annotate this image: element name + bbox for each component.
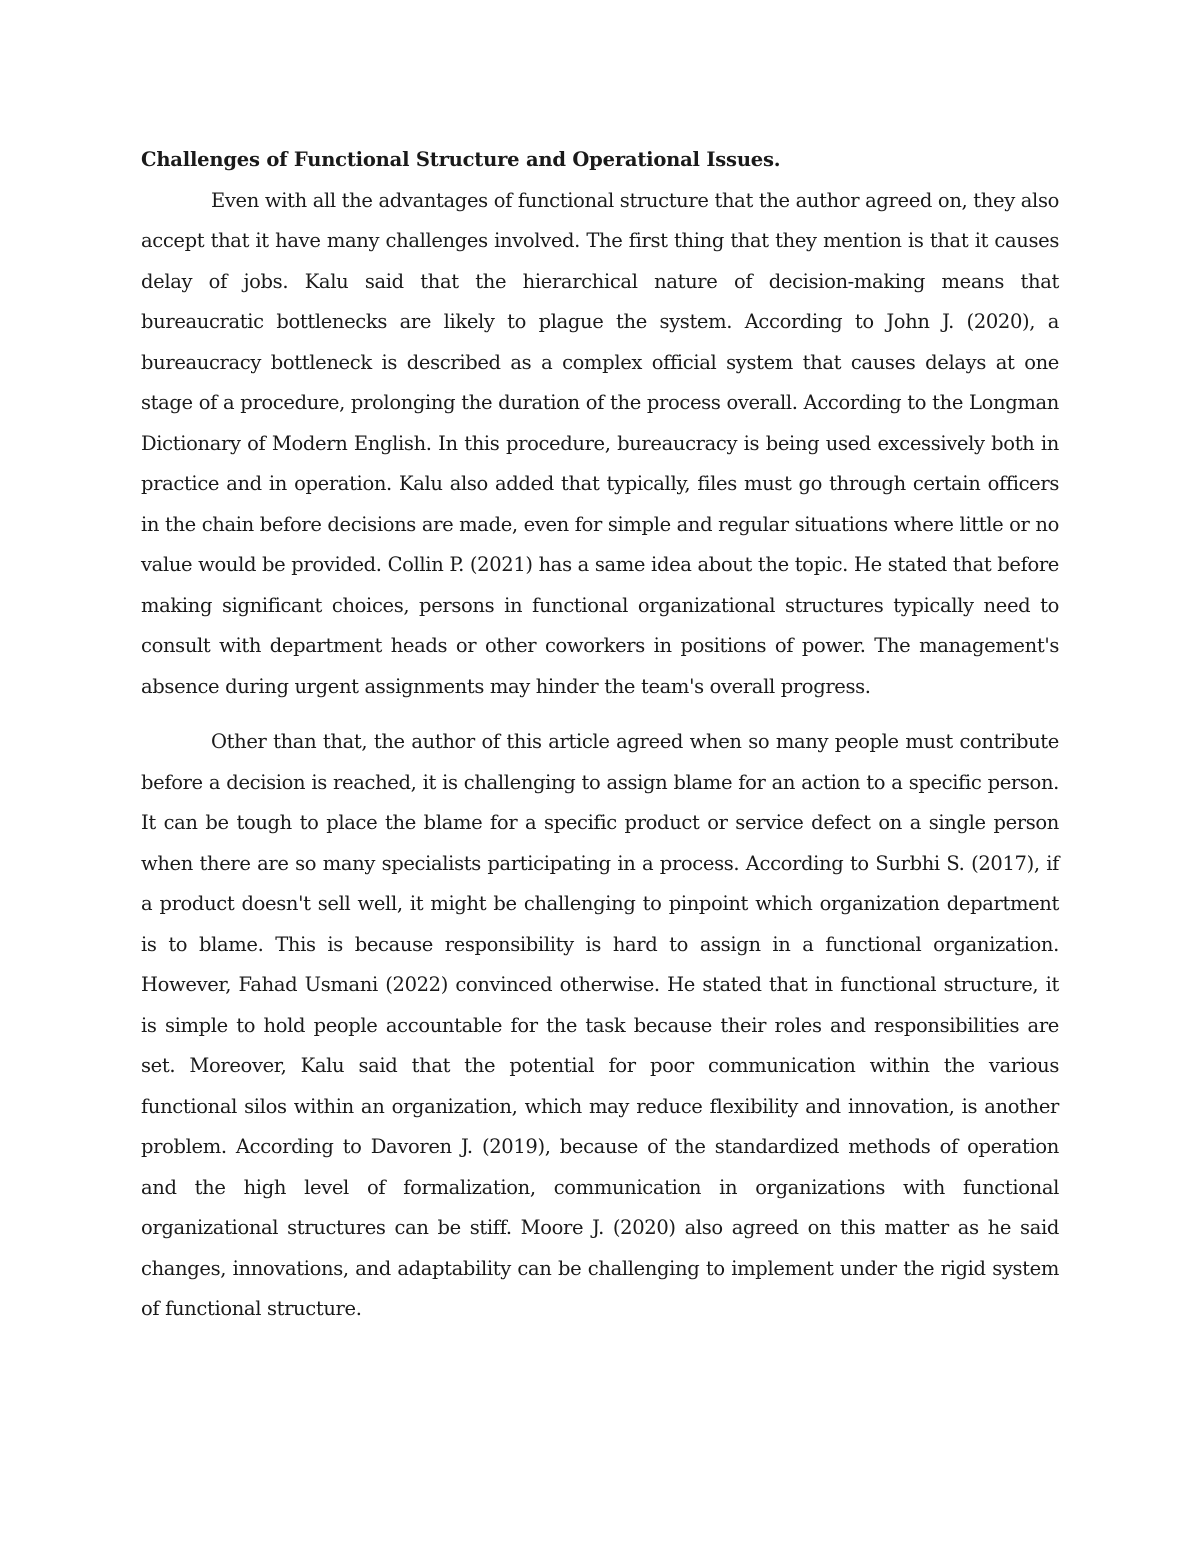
- paragraph-2: Other than that, the author of this article agreed when so many people must contribute before a decision is reached, it is challenging to assign blame for an action to a specific person. It can be tough to place the blame for a specific product or service defect on a single person when there are so many specialists participating in a process. According to Surbhi S. (2017), if a product doesn't sell well, it might be challenging to pinpoint which organization department is to blame. This is because responsibility is hard to assign in a functional organization. However, Fahad Usmani (2022) convinced otherwise. He stated that in functional structure, it is simple to hold people accountable for the task because their roles and responsibilities are set. Moreover, Kalu said that the potential for poor communication within the various functional silos within an organization, which may reduce flexibility and innovation, is another problem. According to Davoren J. (2019), because of the standardized methods of operation and the high level of formalization, communication in organizations with functional organizational structures can be stiff. Moore J. (2020) also agreed on this matter as he said changes, innovations, and adaptability can be challenging to implement under the rigid system of functional structure.: [141, 730, 1059, 1320]
- section-heading: Challenges of Functional Structure and Operational Issues.: [141, 148, 781, 171]
- document-body: [141, 140, 1059, 1330]
- paragraph-1: Even with all the advantages of functional structure that the author agreed on, they also accept that it have many challenges involved. The first thing that they mention is that it causes delay of jobs. Kalu said that the hierarchical nature of decision-making means that bureaucratic bottlenecks are likely to plague the system. According to John J. (2020), a bureaucracy bottleneck is described as a complex official system that causes delays at one stage of a procedure, prolonging the duration of the process overall. According to the Longman Dictionary of Modern English. In this procedure, bureaucracy is being used excessively both in practice and in operation. Kalu also added that typically, files must go through certain officers in the chain before decisions are made, even for simple and regular situations where little or no value would be provided. Collin P. (2021) has a same idea about the topic. He stated that before making significant choices, persons in functional organizational structures typically need to consult with department heads or other coworkers in positions of power. The management's absence during urgent assignments may hinder the team's overall progress.: [141, 188, 1059, 698]
